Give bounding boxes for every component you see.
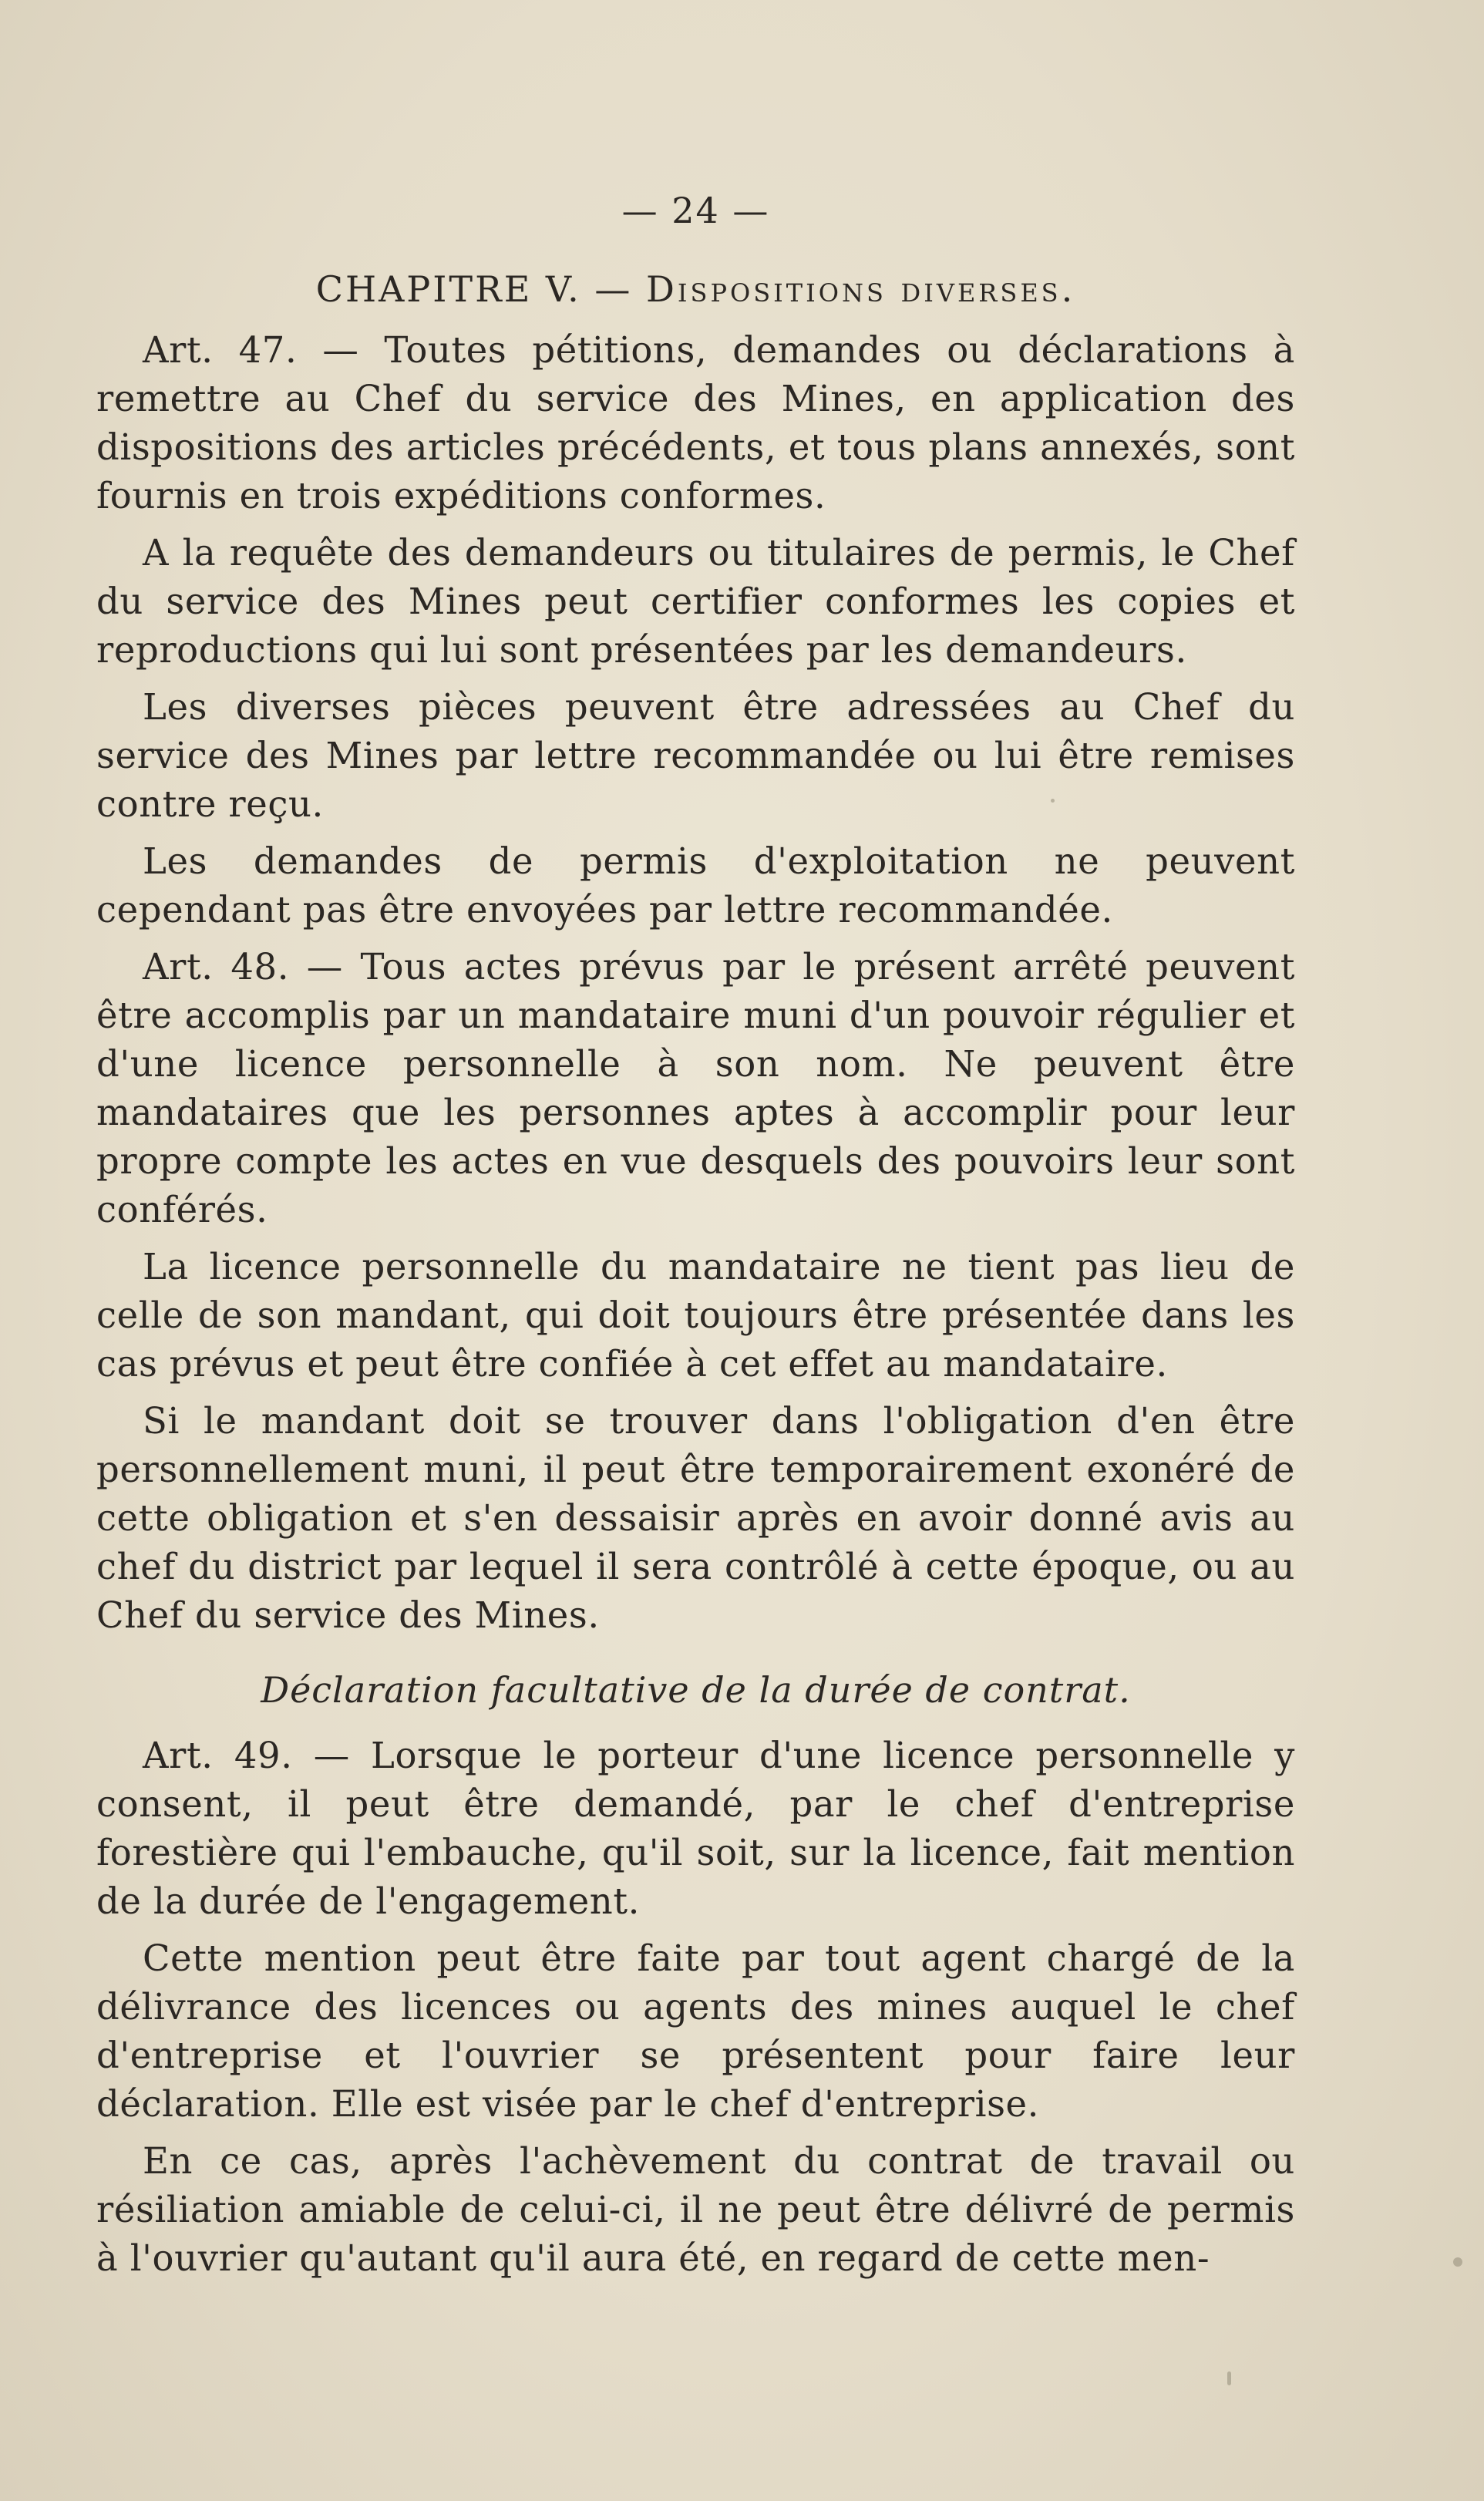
chapter-heading	[96, 268, 1295, 311]
chapter-label: CHAPITRE V.	[315, 268, 581, 310]
paragraph: A la requête des demandeurs ou titulaires de permis, le Chef du service des Mines peut certifier conformes les copies et reproductions qui lui sont présentées par les demandeurs.	[96, 532, 1295, 672]
page-text	[96, 190, 1295, 2291]
paragraph: La licence personnelle du mandataire ne tient pas lieu de celle de son mandant, qui doit toujours être présentée dans les cas prévus et peut être confiée à cet effet au mandataire.	[96, 1246, 1295, 1385]
page-number: — 24 —	[621, 190, 770, 231]
paragraph-art-47: Art. 47. — Toutes pétitions, demandes ou déclarations à remettre au Chef du service des Mines, en application des dispositions des articles précédents, et tous plans annexés, sont fournis en trois expéditions conformes.	[96, 329, 1295, 517]
paper-speck	[1453, 2257, 1462, 2267]
paragraph: En ce cas, après l'achèvement du contrat de travail ou résiliation amiable de celui-ci, il ne peut être délivré de permis à l'ouvrier qu'autant qu'il aura été, en regard de cette men-	[96, 2140, 1295, 2280]
chapter-title: Dispositions diverses.	[646, 268, 1076, 310]
paragraph: Cette mention peut être faite par tout agent chargé de la délivrance des licences ou agents des mines auquel le chef d'entreprise et l'ouvrier se présentent pour faire leur déclaration. Elle est visée par le chef d'entreprise.	[96, 1937, 1295, 2126]
paragraph: Les demandes de permis d'exploitation ne peuvent cependant pas être envoyées par lettre recommandée.	[96, 840, 1295, 931]
section-title: Déclaration facultative de la durée de contrat.	[261, 1669, 1131, 1712]
paper-speck	[1227, 2371, 1231, 2385]
chapter-separator: —	[580, 268, 646, 310]
paragraph: Les diverses pièces peuvent être adressées au Chef du service des Mines par lettre recommandée ou lui être remises contre reçu.	[96, 686, 1295, 826]
paragraph-art-49: Art. 49. — Lorsque le porteur d'une licence personnelle y consent, il peut être demandé, par le chef d'entreprise forestière qui l'embauche, qu'il soit, sur la licence, fait mention de la durée de l'engagement.	[96, 1735, 1295, 1923]
paragraph: Si le mandant doit se trouver dans l'obligation d'en être personnellement muni, il peut être temporairement exonéré de cette obligation et s'en dessaisir après en avoir donné avis au chef du district par lequel il sera contrôlé à cette époque, ou au Chef du service des Mines.	[96, 1400, 1295, 1637]
paragraph-art-48: Art. 48. — Tous actes prévus par le présent arrêté peuvent être accomplis par un mandataire muni d'un pouvoir régulier et d'une licence personnelle à son nom. Ne peuvent être mandataires que les personnes aptes à accomplir pour leur propre compte les actes en vue desquels des pouvoirs leur sont conférés.	[96, 946, 1295, 1231]
